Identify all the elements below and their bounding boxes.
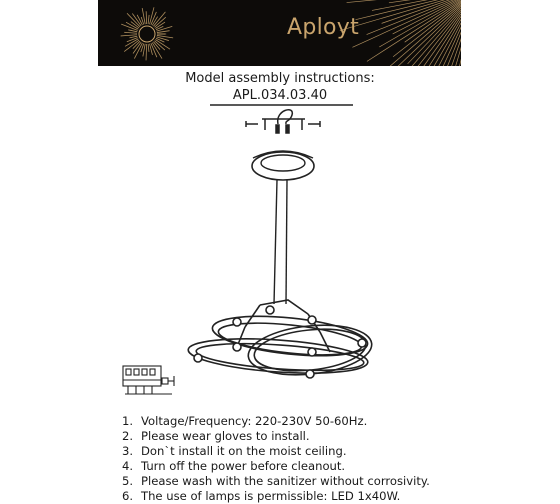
- instruction-number: 1.: [122, 414, 134, 428]
- instruction-text: Please wash with the sanitizer without corrosivity.: [141, 474, 430, 488]
- terminal-block-icon: [123, 366, 174, 394]
- mounting-bracket-icon: [246, 110, 320, 133]
- instruction-item: [122, 474, 430, 489]
- instruction-item: [122, 414, 430, 429]
- instruction-number: 4.: [122, 459, 134, 473]
- instruction-number: 2.: [122, 429, 134, 443]
- instruction-text: Turn off the power before cleanout.: [141, 459, 346, 473]
- instruction-text: The use of lamps is permissible: LED 1x40W.: [141, 489, 401, 503]
- instruction-text: Don`t install it on the moist ceiling.: [141, 444, 347, 458]
- instruction-text: Voltage/Frequency: 220-230V 50-60Hz.: [141, 414, 368, 428]
- pendant-lamp-diagram: [110, 100, 450, 400]
- suspension-rod: [274, 180, 287, 304]
- model-number: APL.034.03.40: [232, 88, 328, 103]
- instruction-text: Please wear gloves to install.: [141, 429, 310, 443]
- brand-banner: [98, 0, 461, 66]
- canopy: [252, 151, 314, 180]
- instruction-item: [122, 444, 430, 459]
- instruction-number: 5.: [122, 474, 134, 488]
- instruction-item: [122, 459, 430, 474]
- document-title: [0, 70, 560, 104]
- title-line-1: Model assembly instructions:: [185, 71, 375, 86]
- instruction-item: [122, 489, 430, 504]
- instruction-list: [122, 414, 430, 504]
- sunburst-logo-icon: [98, 0, 461, 66]
- instruction-number: 3.: [122, 444, 134, 458]
- lamp-body: [187, 300, 374, 380]
- instruction-item: [122, 429, 430, 444]
- brand-name: Aployt: [287, 15, 360, 40]
- instruction-number: 6.: [122, 489, 134, 503]
